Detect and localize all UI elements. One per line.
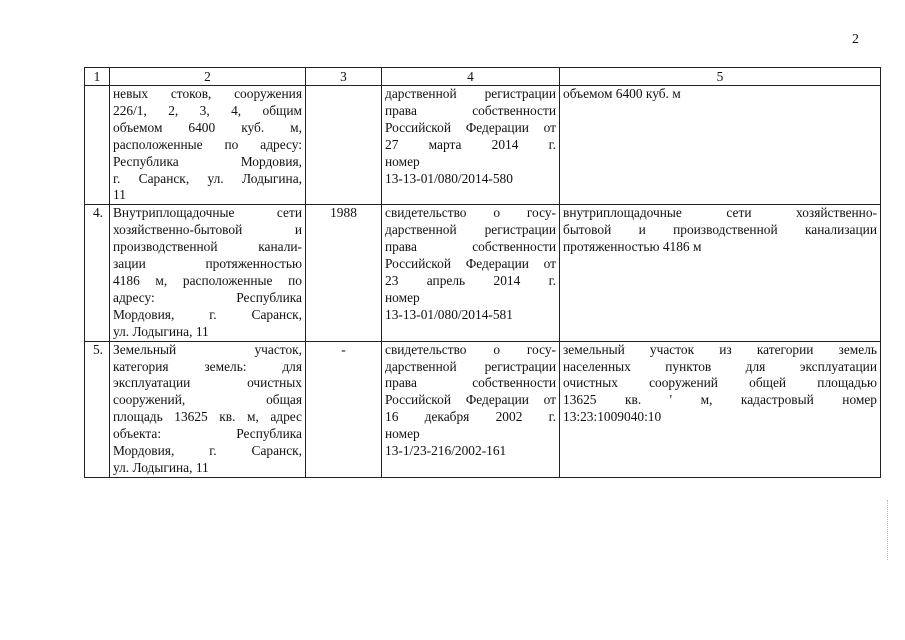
cell-text-line: 11 bbox=[113, 187, 126, 203]
object-description-cell bbox=[110, 341, 306, 477]
scan-margin-marks bbox=[887, 500, 892, 560]
cell-text-line: бытовой и производственной канализации bbox=[563, 222, 877, 238]
cell-text-line: 27 марта 2014 г. bbox=[385, 136, 556, 152]
cell-text-line: права собственности bbox=[385, 102, 556, 118]
cell-text-line: хозяйственно-бытовой и bbox=[113, 222, 302, 238]
cell-text-line: Российской Федерации от bbox=[385, 256, 556, 272]
cell-text-line: 226/1, 2, 3, 4, общим bbox=[113, 102, 302, 118]
cell-text-line: 4186 м, расположенные по bbox=[113, 272, 302, 288]
cell-text-line: номер bbox=[385, 426, 420, 442]
object-description-cell bbox=[110, 86, 306, 205]
year-cell: - bbox=[306, 341, 382, 477]
cell-text-line: категория земель: для bbox=[113, 358, 302, 374]
table-row bbox=[85, 86, 881, 205]
cell-text-line: сооружений, общая bbox=[113, 392, 302, 408]
cell-text-line: объемом 6400 куб. м bbox=[563, 86, 681, 101]
cell-text-line: Мордовия, г. Саранск, bbox=[113, 306, 302, 322]
year-cell: 1988 bbox=[306, 205, 382, 341]
cell-text-line: 13-13-01/080/2014-581 bbox=[385, 306, 513, 322]
header-cell-5: 5 bbox=[560, 68, 881, 86]
cell-text-line: Республика Мордовия, bbox=[113, 153, 302, 169]
cell-text-line: 13-1/23-216/2002-161 bbox=[385, 443, 507, 459]
cell-text-line: номер bbox=[385, 289, 420, 305]
characteristics-cell bbox=[560, 86, 881, 205]
row-number-cell bbox=[85, 86, 110, 205]
cell-text-line: площадь 13625 кв. м, адрес bbox=[113, 409, 302, 425]
cell-text-line: номер bbox=[385, 153, 420, 169]
cell-text-line: свидетельство о госу- bbox=[385, 205, 556, 221]
certificate-cell bbox=[382, 205, 560, 341]
cell-text-line: ул. Лодыгина, 11 bbox=[113, 323, 209, 339]
cell-text-line: протяженностью 4186 м bbox=[563, 239, 702, 255]
cell-text-line: дарственной регистрации bbox=[385, 222, 556, 238]
header-cell-4: 4 bbox=[382, 68, 560, 86]
cell-text-line: внутриплощадочные сети хозяйственно- bbox=[563, 205, 877, 221]
table-row bbox=[85, 341, 881, 477]
cell-text-line: дарственной регистрации bbox=[385, 358, 556, 374]
table-header-row bbox=[85, 68, 881, 86]
object-description-cell bbox=[110, 205, 306, 341]
cell-text-line: 13625 кв. ' м, кадастровый номер bbox=[563, 392, 877, 408]
cell-text-line: населенных пунктов для эксплуатации bbox=[563, 358, 877, 374]
cell-text-line: г. Саранск, ул. Лодыгина, bbox=[113, 170, 302, 186]
header-cell-1: 1 bbox=[85, 68, 110, 86]
cell-text-line: зации протяженностью bbox=[113, 256, 302, 272]
cell-text-line: 16 декабря 2002 г. bbox=[385, 409, 556, 425]
year-cell bbox=[306, 86, 382, 205]
table-row bbox=[85, 205, 881, 341]
row-number-cell: 4. bbox=[85, 205, 110, 341]
cell-text-line: Мордовия, г. Саранск, bbox=[113, 443, 302, 459]
row-number-cell: 5. bbox=[85, 341, 110, 477]
cell-text-line: эксплуатации очистных bbox=[113, 375, 302, 391]
cell-text-line: очистных сооружений общей площадью bbox=[563, 375, 877, 391]
cell-text-line: права собственности bbox=[385, 239, 556, 255]
header-cell-3: 3 bbox=[306, 68, 382, 86]
cell-text-line: 23 апрель 2014 г. bbox=[385, 272, 556, 288]
cell-text-line: земельный участок из категории земель bbox=[563, 341, 877, 357]
cell-text-line: Российской Федерации от bbox=[385, 119, 556, 135]
cell-text-line: адресу: Республика bbox=[113, 289, 302, 305]
cell-text-line: объекта: Республика bbox=[113, 426, 302, 442]
header-cell-2: 2 bbox=[110, 68, 306, 86]
cell-text-line: свидетельство о госу- bbox=[385, 341, 556, 357]
characteristics-cell bbox=[560, 341, 881, 477]
property-table bbox=[84, 67, 881, 478]
cell-text-line: 13:23:1009040:10 bbox=[563, 409, 662, 425]
certificate-cell bbox=[382, 341, 560, 477]
cell-text-line: Российской Федерации от bbox=[385, 392, 556, 408]
cell-text-line: невых стоков, сооружения bbox=[113, 86, 302, 101]
cell-text-line: Земельный участок, bbox=[113, 341, 302, 357]
cell-text-line: объемом 6400 куб. м, bbox=[113, 119, 302, 135]
characteristics-cell bbox=[560, 205, 881, 341]
cell-text-line: права собственности bbox=[385, 375, 556, 391]
cell-text-line: производственной канали- bbox=[113, 239, 302, 255]
certificate-cell bbox=[382, 86, 560, 205]
cell-text-line: Внутриплощадочные сети bbox=[113, 205, 302, 221]
cell-text-line: 13-13-01/080/2014-580 bbox=[385, 170, 513, 186]
cell-text-line: расположенные по адресу: bbox=[113, 136, 302, 152]
cell-text-line: дарственной регистрации bbox=[385, 86, 556, 101]
page-number: 2 bbox=[852, 32, 859, 47]
cell-text-line: ул. Лодыгина, 11 bbox=[113, 459, 209, 475]
